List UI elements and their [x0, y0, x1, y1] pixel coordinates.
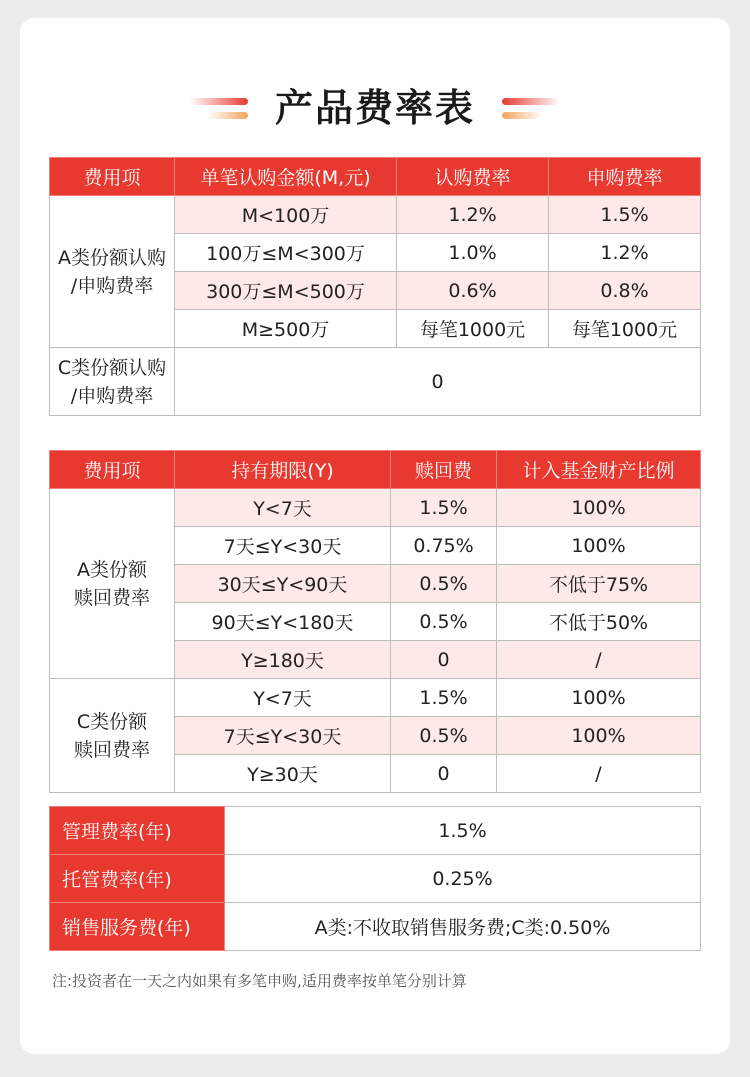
- redemption-fee-cell: 0: [391, 755, 497, 793]
- group-label-c: C类份额 赎回费率: [50, 679, 175, 793]
- asset-ratio-cell: /: [497, 641, 701, 679]
- header-cell: 费用项: [50, 158, 175, 196]
- subscribe-rate-cell: 0.6%: [397, 272, 549, 310]
- redemption-fee-cell: 0.75%: [391, 527, 497, 565]
- footnote: 注:投资者在一天之内如果有多笔申购,适用费率按单笔分别计算: [52, 972, 467, 990]
- redemption-fee-cell: 1.5%: [391, 679, 497, 717]
- fee-card: [20, 18, 730, 1054]
- group-label-a: A类份额 赎回费率: [50, 489, 175, 679]
- subscribe-rate-cell: 1.0%: [397, 234, 549, 272]
- amount-range-cell: 100万≤M<300万: [175, 234, 397, 272]
- asset-ratio-cell: 不低于50%: [497, 603, 701, 641]
- sales-service-fee-value: A类:不收取销售服务费;C类:0.50%: [225, 903, 701, 951]
- table-row: [50, 196, 701, 234]
- amount-range-cell: M≥500万: [175, 310, 397, 348]
- asset-ratio-cell: /: [497, 755, 701, 793]
- header-cell: 计入基金财产比例: [497, 451, 701, 489]
- subscribe-rate-cell: 1.2%: [397, 196, 549, 234]
- table-row: [50, 679, 701, 717]
- holding-period-cell: Y≥30天: [175, 755, 391, 793]
- table-header-row: [50, 451, 701, 489]
- page-title: 产品费率表: [274, 86, 475, 130]
- purchase-rate-cell: 每笔1000元: [549, 310, 701, 348]
- holding-period-cell: Y≥180天: [175, 641, 391, 679]
- redemption-fee-cell: 0.5%: [391, 603, 497, 641]
- asset-ratio-cell: 100%: [497, 717, 701, 755]
- group-label-a: A类份额认购 /申购费率: [50, 196, 175, 348]
- table-row: [50, 348, 701, 416]
- subscribe-rate-cell: 每笔1000元: [397, 310, 549, 348]
- header-cell: 赎回费: [391, 451, 497, 489]
- header-cell: 申购费率: [549, 158, 701, 196]
- header-cell: 单笔认购金额(M,元): [175, 158, 397, 196]
- title-decoration-right: [502, 98, 560, 105]
- table-header-row: [50, 158, 701, 196]
- table-row: [50, 903, 701, 951]
- subscription-fee-table: [49, 157, 701, 416]
- redemption-fee-cell: 0.5%: [391, 717, 497, 755]
- holding-period-cell: 30天≤Y<90天: [175, 565, 391, 603]
- custody-fee-label: 托管费率(年): [50, 855, 225, 903]
- holding-period-cell: Y<7天: [175, 679, 391, 717]
- asset-ratio-cell: 100%: [497, 679, 701, 717]
- purchase-rate-cell: 1.5%: [549, 196, 701, 234]
- redemption-fee-cell: 0: [391, 641, 497, 679]
- sales-service-fee-label: 销售服务费(年): [50, 903, 225, 951]
- holding-period-cell: 7天≤Y<30天: [175, 717, 391, 755]
- redemption-fee-cell: 1.5%: [391, 489, 497, 527]
- purchase-rate-cell: 1.2%: [549, 234, 701, 272]
- holding-period-cell: 7天≤Y<30天: [175, 527, 391, 565]
- amount-range-cell: 300万≤M<500万: [175, 272, 397, 310]
- group-label-c: C类份额认购 /申购费率: [50, 348, 175, 416]
- header-cell: 认购费率: [397, 158, 549, 196]
- table-row: [50, 855, 701, 903]
- asset-ratio-cell: 不低于75%: [497, 565, 701, 603]
- amount-range-cell: M<100万: [175, 196, 397, 234]
- custody-fee-value: 0.25%: [225, 855, 701, 903]
- title-area: [20, 80, 730, 140]
- management-fee-label: 管理费率(年): [50, 807, 225, 855]
- header-cell: 费用项: [50, 451, 175, 489]
- table-row: [50, 807, 701, 855]
- management-fee-value: 1.5%: [225, 807, 701, 855]
- purchase-rate-cell: 0.8%: [549, 272, 701, 310]
- redemption-fee-cell: 0.5%: [391, 565, 497, 603]
- header-cell: 持有期限(Y): [175, 451, 391, 489]
- asset-ratio-cell: 100%: [497, 489, 701, 527]
- other-fee-table: [49, 806, 701, 951]
- holding-period-cell: 90天≤Y<180天: [175, 603, 391, 641]
- c-class-rate-cell: 0: [175, 348, 701, 416]
- redemption-fee-table: [49, 450, 701, 793]
- table-row: [50, 489, 701, 527]
- holding-period-cell: Y<7天: [175, 489, 391, 527]
- title-decoration-right-short: [502, 112, 542, 119]
- asset-ratio-cell: 100%: [497, 527, 701, 565]
